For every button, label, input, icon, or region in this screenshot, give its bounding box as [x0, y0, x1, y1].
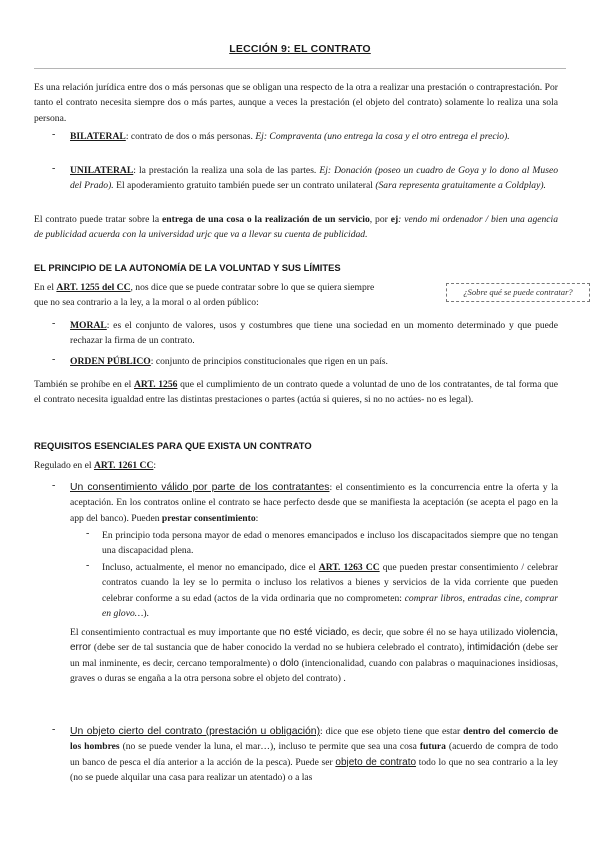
margin-note: ¿Sobre qué se puede contratar?: [446, 283, 590, 302]
list-bullet: -: [52, 480, 56, 491]
sub-bullet: -: [86, 560, 90, 571]
sub-item-art-1263: Incluso, actualmente, el menor no emancipado, dice el ART. 1263 CC que pueden prestar consentimiento / celebrar contratos cuando la ley se lo permita o incluso los relativos a bienes y servicios de la vida corriente que pueden celebrar conforme a su edad (actos de la vida ordinaria que no comprometen: comprar libros, entradas cine, comprar en glovo…).: [102, 562, 559, 620]
list-item-moral: MORAL: es el conjunto de valores, usos y costumbres que tiene una sociedad en un momento determinado y que puede rechazar la firma de un contrato.: [70, 320, 558, 347]
list-bullet: -: [52, 724, 56, 735]
list-bullet: -: [52, 354, 56, 365]
page-title: LECCIÓN 9: EL CONTRATO: [229, 43, 371, 55]
art-1261-line: Regulado en el ART. 1261 CC:: [34, 460, 157, 471]
title-divider: [34, 68, 566, 69]
list-item-unilateral: UNILATERAL: la prestación la realiza una sola de las partes. Ej: Donación (poseo un cuadro de Goya y lo dono al Museo del Prado). El apoderamiento gratuito también puede ser un contrato unilateral (Sara representa gratuitamente a Coldplay).: [70, 165, 558, 192]
list-item-consentimiento: Un consentimiento válido por parte de los contratantes: el consentimiento es la concurrencia entre la oferta y la aceptación. En los contratos online el contrato se hace perfecto desde que se manifiesta la aceptación (se acepta el pago en la app del banco). Pueden prestar consentimiento:: [70, 482, 558, 524]
contract-object-paragraph: El contrato puede tratar sobre la entrega de una cosa o la realización de un servicio, por ej: vendo mi ordenador / bien una agencia de publicidad acuerda con la universidad urjc que va a llevar su cuenta de publicidad.: [34, 214, 559, 241]
list-bullet: -: [52, 129, 56, 140]
art-1255-paragraph: En el ART. 1255 del CC, nos dice que se puede contratar sobre lo que se quiera siempre que no sea contrario a la ley, a la moral o al orden público:: [34, 282, 375, 309]
section-heading-autonomia: EL PRINCIPIO DE LA AUTONOMÍA DE LA VOLUNTAD Y SUS LÍMITES: [34, 262, 341, 273]
sub-item-capacidad: En principio toda persona mayor de edad o menores emancipados e incluso los discapacitados siempre que no tengan una discapacidad plena.: [102, 530, 558, 557]
list-item-orden-publico: ORDEN PÚBLICO: conjunto de principios constitucionales que rigen en un país.: [70, 356, 388, 367]
intro-paragraph: Es una relación jurídica entre dos o más personas que se obligan una respecto de la otra a realizar una prestación o contraprestación. Por tanto el contrato necesita siempre dos o más partes, aunque a veces la prestación (el objeto del contrato) solamente lo realiza una sola persona.: [34, 82, 558, 124]
list-item-bilateral: BILATERAL: contrato de dos o más personas. Ej: Compraventa (uno entrega la cosa y el otro entrega el precio).: [70, 131, 510, 142]
list-item-objeto-cierto: Un objeto cierto del contrato (prestación u obligación): dice que ese objeto tiene que estar dentro del comercio de los hombres (no se puede vender la luna, el mar…), incluso te permite que sea una cosa futura (acuerdo de compra de todo un banco de pesca el día anterior a la acción de la pesca). Puede ser objeto de contrato todo lo que no sea contrario a la ley (no se puede alquilar una casa para realizar un atentado) o a las: [70, 726, 559, 784]
section-heading-requisitos: REQUISITOS ESENCIALES PARA QUE EXISTA UN CONTRATO: [34, 440, 312, 451]
art-1256-paragraph: También se prohíbe en el ART. 1256 que el cumplimiento de un contrato quede a voluntad de uno de los contratantes, de tal forma que el contrato necesita igualdad entre las distintas prestaciones o partes (actúa si quieres, si no no actúes- no es legal).: [34, 379, 558, 406]
list-bullet: -: [52, 318, 56, 329]
list-bullet: -: [52, 163, 56, 174]
sub-bullet: -: [86, 528, 90, 539]
vicios-paragraph: El consentimiento contractual es muy importante que no esté viciado, es decir, que sobre él no se haya utilizado violencia, error (debe ser de tal sustancia que de haber conocido la verdad no se hubiera celebrado el contrato), intimidación (debe ser un mal inminente, es decir, cercano temporalmente) o dolo (intencionalidad, cuando con palabras o maquinaciones insidiosas, graves o duras se engaña a la otra persona sobre el objeto del contrato) .: [70, 627, 558, 685]
